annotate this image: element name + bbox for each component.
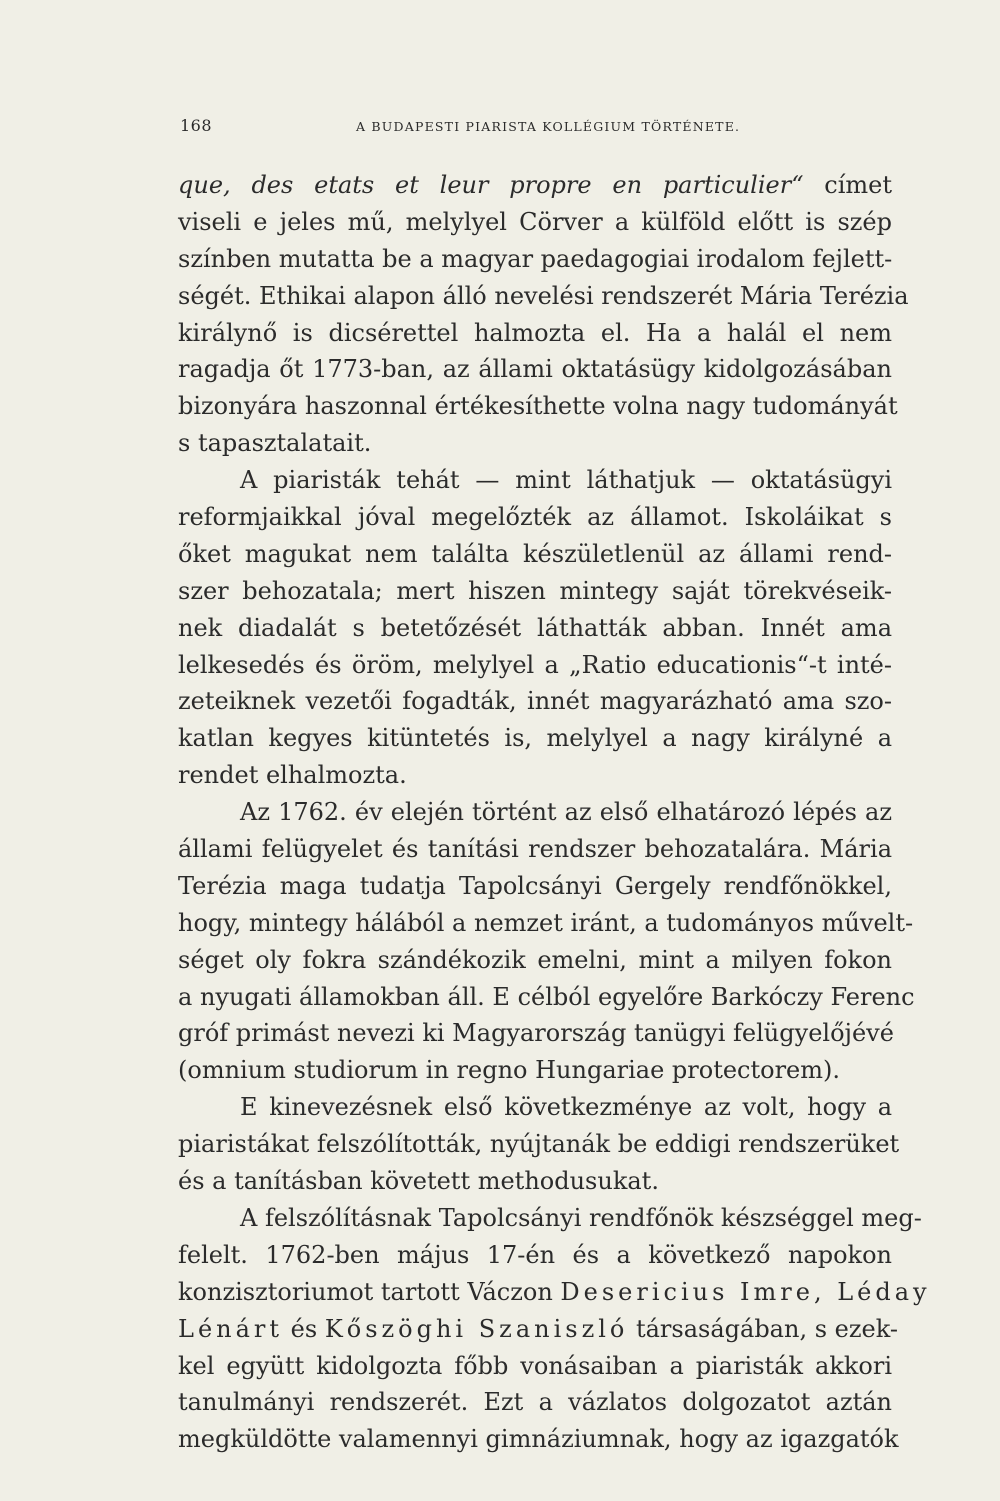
paragraph xyxy=(178,1200,931,1458)
text-segment: kel együtt kidolgozta főbb vonásaiban a piaristák akkori xyxy=(178,1351,892,1380)
text-line xyxy=(178,1200,922,1237)
text-line xyxy=(178,647,892,684)
paragraph xyxy=(178,1089,900,1200)
text-segment: séget oly fokra szándékozik emelni, mint a milyen fokon xyxy=(178,945,892,974)
text-segment: megküldötte valamennyi gimnáziumnak, hogy az igazgatók xyxy=(178,1425,899,1454)
text-segment: nek diadalát s betetőzését láthatták abban. Innét ama xyxy=(178,613,892,642)
spaced-name: Desericius Imre, Léday xyxy=(560,1277,931,1306)
text-line xyxy=(178,1237,892,1274)
text-line xyxy=(178,462,892,499)
text-segment: társaságában, s ezek- xyxy=(628,1314,898,1343)
italic-text: que, des etats et leur propre en particulier“ xyxy=(178,171,804,199)
text-segment: Az 1762. év elején történt az első elhatározó lépés az xyxy=(240,798,892,827)
text-segment: ragadja őt 1773-ban, az állami oktatásügy kidolgozásában xyxy=(178,355,892,384)
spaced-name: Lénárt xyxy=(178,1314,284,1343)
paragraph xyxy=(178,794,915,1089)
text-line xyxy=(178,1163,892,1200)
text-line xyxy=(178,499,892,536)
text-line xyxy=(178,1052,892,1089)
text-segment: felelt. 1762-ben május 17-én és a következő napokon xyxy=(178,1240,892,1269)
text-segment: őket magukat nem találta készületlenül az állami rend- xyxy=(178,539,892,568)
text-line xyxy=(178,315,892,352)
text-segment: rendet elhalmozta. xyxy=(178,761,407,790)
text-line xyxy=(178,388,898,425)
text-segment: bizonyára haszonnal értékesíthette volna nagy tudományát xyxy=(178,392,898,421)
text-line xyxy=(178,1348,892,1385)
text-line xyxy=(178,1311,898,1348)
page-number: 168 xyxy=(180,116,213,135)
text-segment: reformjaikkal jóval megelőzték az államot. Iskoláikat s xyxy=(178,503,892,532)
text-segment: zeteiknek vezetői fogadták, innét magyarázható ama szo- xyxy=(178,687,892,716)
text-segment: címet xyxy=(803,171,892,199)
paragraph xyxy=(178,462,892,794)
text-line xyxy=(178,1089,892,1126)
text-line xyxy=(178,536,892,573)
text-segment: piaristákat felszólították, nyújtanák be eddigi rendszerüket xyxy=(178,1130,900,1159)
text-line xyxy=(178,204,892,241)
text-line xyxy=(178,1015,892,1052)
text-segment: (omnium studiorum in regno Hungariae protectorem). xyxy=(178,1056,841,1085)
text-line xyxy=(178,757,892,794)
text-segment: és a tanításban követett methodusukat. xyxy=(178,1167,659,1196)
text-line xyxy=(178,1274,931,1311)
text-line xyxy=(178,720,892,757)
text-line xyxy=(178,1126,900,1163)
text-segment: állami felügyelet és tanítási rendszer behozatalára. Mária xyxy=(178,835,892,864)
text-line xyxy=(178,1421,899,1458)
text-line xyxy=(178,425,892,462)
text-segment: a nyugati államokban áll. E célból egyelőre Barkóczy Ferenc xyxy=(178,982,915,1011)
text-line xyxy=(178,683,892,720)
running-head xyxy=(180,116,890,140)
text-segment: konzisztoriumot tartott Váczon xyxy=(178,1277,561,1306)
text-segment: E kinevezésnek első következménye az volt, hogy a xyxy=(240,1093,892,1122)
text-segment: Terézia maga tudatja Tapolcsányi Gergely rendfőnökkel, xyxy=(178,871,892,900)
text-segment: lelkesedés és öröm, melylyel a „Ratio educationis“-t inté- xyxy=(178,650,892,679)
text-line xyxy=(178,942,892,979)
text-segment: színben mutatta be a magyar paedagogiai irodalom fejlett- xyxy=(178,244,893,273)
text-segment: és xyxy=(283,1314,325,1343)
text-line xyxy=(178,241,892,278)
text-line xyxy=(178,831,892,868)
text-segment: s tapasztalatait. xyxy=(178,429,372,458)
text-segment: katlan kegyes kitüntetés is, melylyel a nagy királyné a xyxy=(178,724,892,753)
body-text xyxy=(178,167,931,1458)
text-line xyxy=(178,794,892,831)
text-segment: gróf primást nevezi ki Magyarország tanügyi felügyelőjévé xyxy=(178,1019,894,1048)
text-segment: szer behozatala; mert hiszen mintegy saját törekvéseik- xyxy=(178,576,892,605)
text-segment: A felszólításnak Tapolcsányi rendfőnök készséggel meg- xyxy=(240,1203,922,1232)
text-line xyxy=(178,573,892,610)
text-segment: A piaristák tehát — mint láthatjuk — oktatásügyi xyxy=(240,466,892,495)
text-line xyxy=(178,167,892,204)
text-segment: tanulmányi rendszerét. Ezt a vázlatos dolgozatot aztán xyxy=(178,1388,892,1417)
text-line xyxy=(178,278,909,315)
text-line xyxy=(178,351,892,388)
text-segment: ségét. Ethikai alapon álló nevelési rendszerét Mária Terézia xyxy=(178,281,909,310)
text-line xyxy=(178,979,915,1016)
text-line xyxy=(178,1384,892,1421)
spaced-name: Kőszöghi Szaniszló xyxy=(324,1314,629,1343)
text-segment: hogy, mintegy hálából a nemzet iránt, a tudományos művelt- xyxy=(178,908,914,937)
text-segment: viseli e jeles mű, melylyel Cörver a külföld előtt is szép xyxy=(178,207,892,236)
running-title: A BUDAPESTI PIARISTA KOLLÉGIUM TÖRTÉNETE. xyxy=(356,119,741,134)
text-segment: királynő is dicsérettel halmozta el. Ha a halál el nem xyxy=(178,318,892,347)
paragraph xyxy=(178,167,909,462)
text-line xyxy=(178,610,892,647)
text-line xyxy=(178,905,914,942)
text-line xyxy=(178,868,892,905)
